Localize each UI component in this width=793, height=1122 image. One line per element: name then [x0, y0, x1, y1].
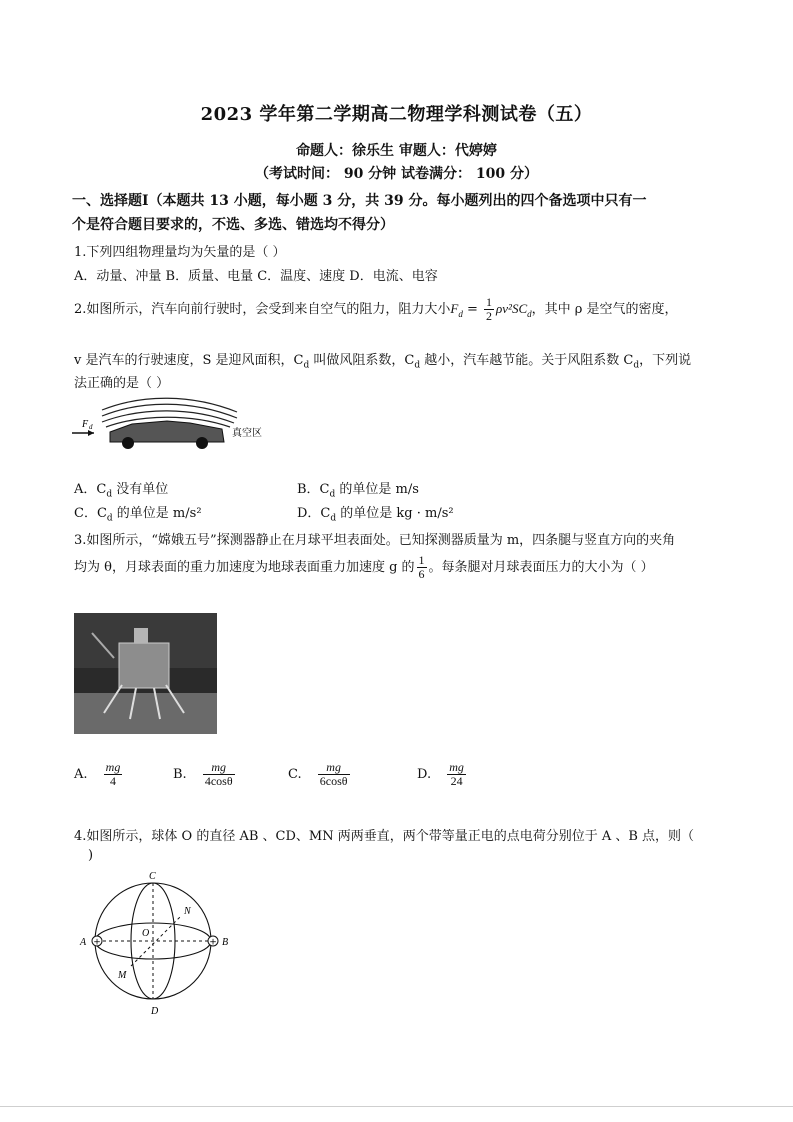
q3-option-c-num: mg: [318, 761, 350, 775]
q3-option-c-den: 6cosθ: [319, 774, 348, 788]
charge-a-plus: +: [93, 937, 101, 948]
photo-ground: [74, 693, 217, 734]
q3-option-a-num: mg: [105, 760, 121, 774]
q2-option-d-text: 的单位是 kg · m/s²: [336, 506, 454, 521]
fig-force-sub: d: [89, 423, 93, 431]
label-d: D: [151, 1006, 159, 1017]
q2-stem-a: 2.如图所示，汽车向前行驶时，会受到来自空气的阻力，阻力大小: [74, 302, 451, 317]
q2-formula-sub: d: [458, 308, 463, 319]
sphere-diagram-svg: [76, 866, 236, 1018]
lander-top: [134, 628, 148, 643]
q2-option-a-text: 没有单位: [112, 482, 169, 497]
section-heading-line2: 个是符合题目要求的，不选、多选、错选均不得分）: [72, 217, 394, 233]
sphere-diagram: [76, 866, 236, 1018]
label-c: C: [149, 871, 156, 882]
car-airflow-svg: [72, 390, 272, 460]
q3-option-a: [74, 761, 124, 788]
q2-stem-line2: [74, 349, 691, 371]
q2-line2b-sub: d: [414, 360, 421, 371]
q2-option-c-text: 的单位是 m/s²: [112, 506, 202, 521]
q3-option-a-fraction: [104, 761, 123, 788]
q2-stem-line3: 法正确的是（ ）: [74, 376, 170, 391]
exam-title: 2023 学年第二学期高二物理学科测试卷（五）: [200, 104, 593, 125]
q2-line2b: 叫做风阻系数，C: [309, 353, 415, 368]
q2-option-b-text: 的单位是 m/s: [335, 482, 419, 497]
q2-formula-rhs-sub: d: [527, 308, 532, 319]
q3-option-c: [288, 761, 352, 788]
exam-authors: 命题人：徐乐生 审题人：代婷婷: [296, 143, 497, 159]
q2-option-b-sub: d: [329, 489, 336, 500]
q2-option-a: [74, 478, 168, 500]
q3-option-b: [173, 761, 237, 788]
q3-line2a: 均为 θ，月球表面的重力加速度为地球表面重力加速度 g 的: [74, 560, 415, 575]
car-wheel-rear: [196, 437, 208, 449]
section-heading-line1: 一、选择题Ⅰ（本题共 13 小题，每小题 3 分，共 39 分。每小题列出的四个备选项中只有一: [72, 193, 647, 209]
q2-option-c-sub: d: [106, 513, 113, 524]
q3-option-d-label: D.: [417, 767, 432, 782]
q3-frac-num: 1: [418, 553, 425, 567]
q3-option-d-fraction: [447, 761, 466, 788]
fig-force-label: F: [82, 419, 89, 430]
lander-photo: [74, 613, 217, 734]
q4-stem-line2: ): [88, 848, 94, 863]
q2-line2c-sub: d: [633, 360, 640, 371]
q2-formula-lhs: F: [450, 301, 459, 316]
q3-option-d-den: 24: [450, 774, 463, 788]
q3-option-b-den: 4cosθ: [204, 774, 233, 788]
q3-option-b-label: B.: [173, 767, 187, 782]
q3-stem-line1: 3.如图所示，“嫦娥五号”探测器静止在月球平坦表面处。已知探测器质量为 m，四条腿与竖直方向的夹角: [74, 533, 676, 548]
q2-option-a-sub: d: [106, 489, 113, 500]
q3-line2b: 。每条腿对月球表面压力的大小为（ ）: [428, 560, 654, 575]
q3-fraction: [417, 554, 427, 581]
q2-line2c: 越小，汽车越节能。关于风阻系数 C: [420, 353, 634, 368]
car-airflow-figure: [72, 390, 272, 460]
q1-stem: 1.下列四组物理量均为矢量的是（ ）: [74, 245, 286, 260]
q2-line2: v 是汽车的行驶速度，S 是迎风面积，C: [74, 353, 304, 368]
q3-option-b-fraction: [203, 761, 235, 788]
q1-options: A．动量、冲量 B．质量、电量 C．温度、速度 D．电流、电容: [74, 269, 438, 284]
label-o: O: [142, 928, 150, 939]
q2-stem-b: ，其中 ρ 是空气的密度，: [531, 302, 678, 317]
q3-option-d-num: mg: [449, 760, 464, 774]
q3-frac-den: 6: [418, 567, 425, 581]
lander-photo-svg: [74, 613, 217, 734]
q3-option-a-den: 4: [110, 774, 116, 788]
q2-line2d: ，下列说: [639, 353, 692, 368]
q2-option-c: [74, 502, 202, 524]
exam-meta: （考试时间： 90 分钟 试卷满分： 100 分）: [254, 166, 539, 182]
car-wheel-front: [122, 437, 134, 449]
q3-option-b-num: mg: [203, 761, 235, 775]
q3-stem-line2: [74, 554, 654, 581]
q2-formula-rhs: ρv²SC: [496, 301, 528, 316]
q2-stem-line1: [74, 296, 678, 323]
q3-option-c-fraction: [318, 761, 350, 788]
q2-option-a-prefix: A．C: [74, 482, 107, 497]
label-n: N: [184, 906, 191, 917]
q2-option-d-sub: d: [330, 513, 337, 524]
q3-option-d: [417, 761, 468, 788]
q2-formula-num: 1: [486, 295, 493, 309]
q2-formula-fraction: [484, 296, 494, 323]
q2-formula-den: 2: [486, 309, 493, 323]
q4-stem-line1: 4.如图所示，球体 O 的直径 AB 、CD、MN 两两垂直，两个带等量正电的点电荷分别位于 A 、B 点，则（: [74, 829, 695, 844]
label-b: B: [222, 937, 229, 948]
q2-formula-eq: =: [462, 302, 483, 317]
q2-option-d: [297, 502, 454, 524]
label-m: M: [118, 970, 127, 981]
q3-option-a-label: A.: [74, 767, 88, 782]
lander-body: [119, 643, 169, 688]
charge-b-plus: +: [209, 937, 217, 948]
page-bottom-rule: [0, 1106, 793, 1107]
q2-option-b-prefix: B．C: [297, 482, 330, 497]
label-a: A: [80, 937, 87, 948]
q2-option-d-prefix: D．C: [297, 506, 331, 521]
q2-option-c-prefix: C．C: [74, 506, 107, 521]
fig-vacuum-label: 真空区: [232, 428, 262, 439]
q3-option-c-label: C.: [288, 767, 302, 782]
q2-option-b: [297, 478, 419, 500]
q2-line2-sub: d: [303, 360, 310, 371]
